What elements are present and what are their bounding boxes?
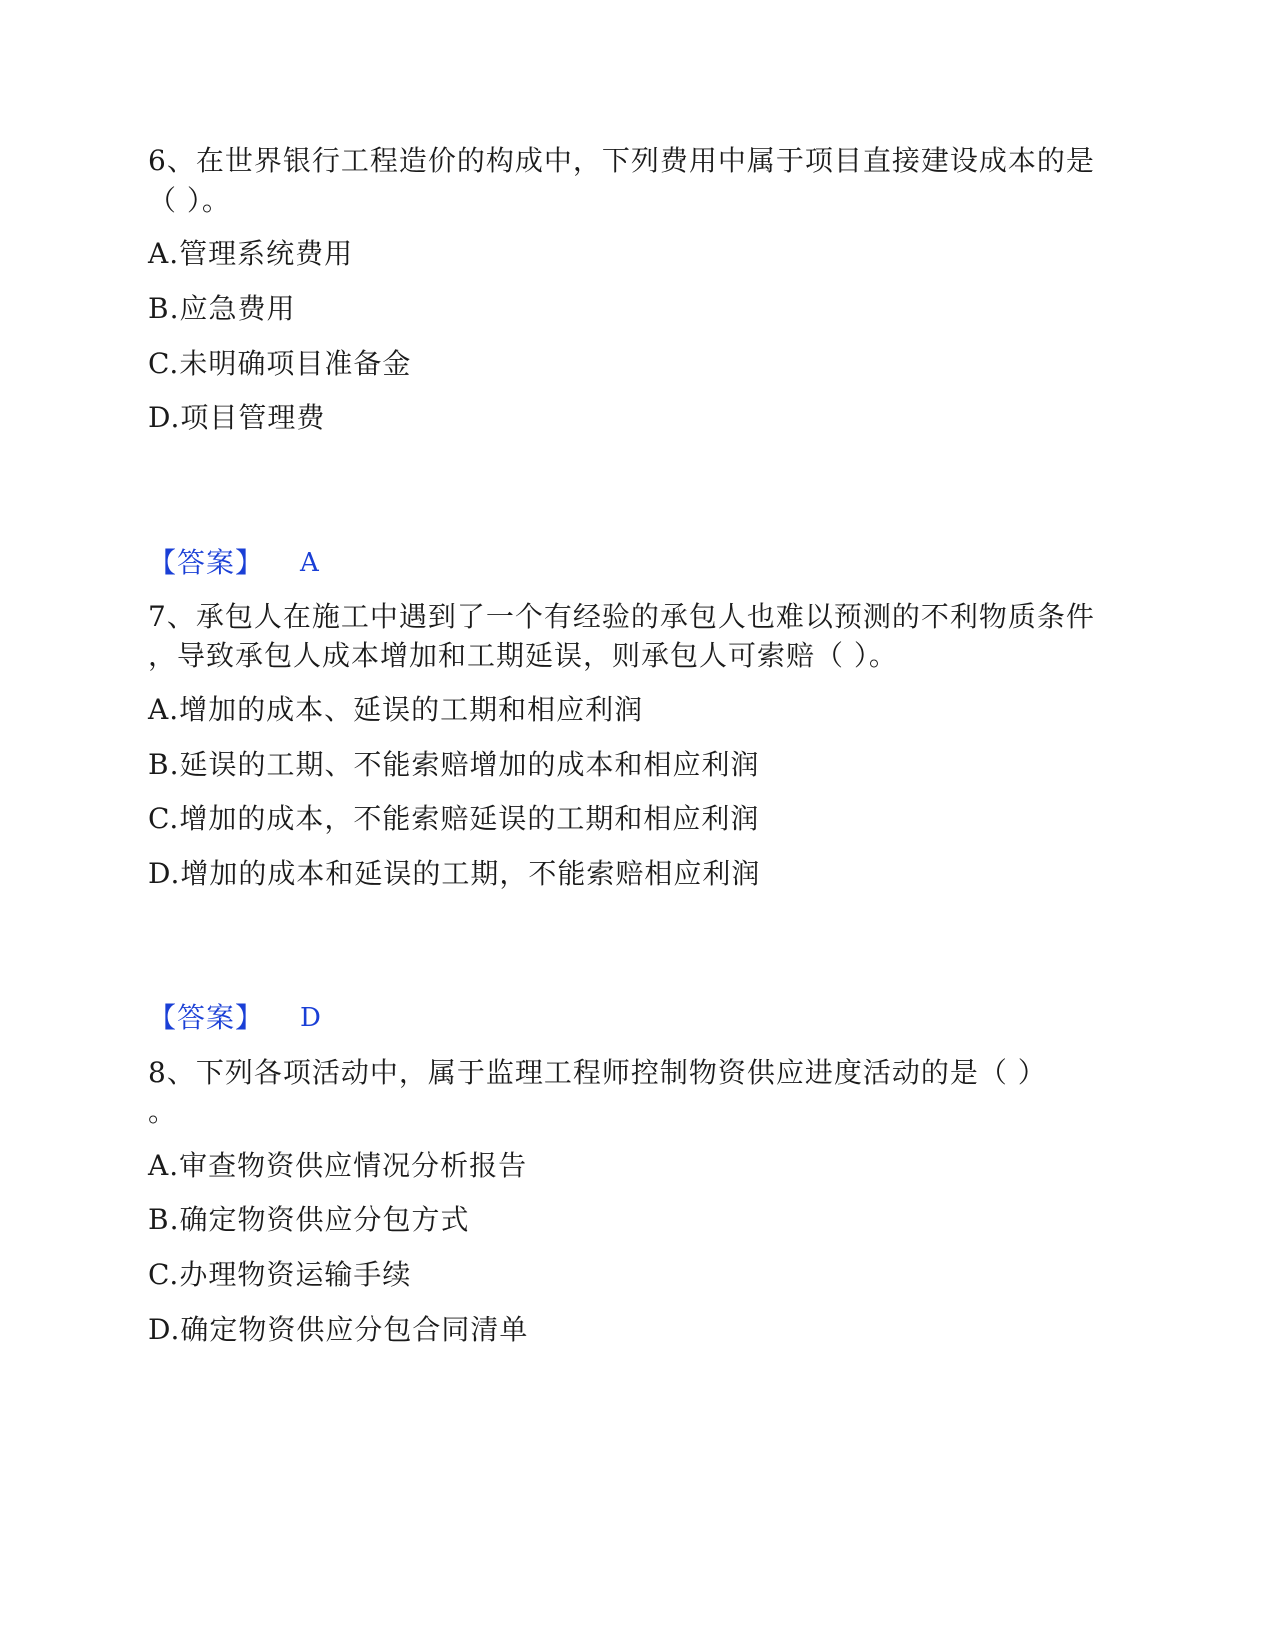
question-7-stem-continued: ，导致承包人成本增加和工期延误，则承包人可索赔（ ）。 bbox=[148, 639, 898, 672]
question-8-option-a: A.审查物资供应情况分析报告 bbox=[148, 1149, 528, 1182]
question-7-answer-value: D bbox=[300, 1003, 321, 1033]
question-7-stem: 7、承包人在施工中遇到了一个有经验的承包人也难以预测的不利物质条件 bbox=[148, 600, 1095, 633]
question-6-option-a: A.管理系统费用 bbox=[148, 237, 354, 270]
question-7-option-a: A.增加的成本、延误的工期和相应利润 bbox=[148, 693, 644, 726]
question-7-option-c: C.增加的成本，不能索赔延误的工期和相应利润 bbox=[148, 802, 760, 835]
question-7-answer-label: 【答案】 bbox=[148, 1001, 265, 1034]
question-8-stem: 8、下列各项活动中，属于监理工程师控制物资供应进度活动的是（ ） bbox=[148, 1056, 1047, 1089]
question-6-stem: 6、在世界银行工程造价的构成中，下列费用中属于项目直接建设成本的是 bbox=[148, 144, 1095, 177]
question-6-option-b: B.应急费用 bbox=[148, 292, 296, 325]
question-6-stem-continued: （ ）。 bbox=[148, 184, 231, 217]
question-6-answer-value: A bbox=[300, 548, 319, 578]
question-6-answer-label: 【答案】 bbox=[148, 546, 265, 579]
question-7-option-d: D.增加的成本和延误的工期，不能索赔相应利润 bbox=[148, 857, 761, 890]
question-8-stem-continued: 。 bbox=[148, 1095, 178, 1128]
question-8-option-b: B.确定物资供应分包方式 bbox=[148, 1203, 470, 1236]
question-8-option-c: C.办理物资运输手续 bbox=[148, 1258, 412, 1291]
question-8-option-d: D.确定物资供应分包合同清单 bbox=[148, 1313, 529, 1346]
question-7-option-b: B.延误的工期、不能索赔增加的成本和相应利润 bbox=[148, 748, 760, 781]
question-6-option-d: D.项目管理费 bbox=[148, 401, 326, 434]
question-6-option-c: C.未明确项目准备金 bbox=[148, 347, 412, 380]
